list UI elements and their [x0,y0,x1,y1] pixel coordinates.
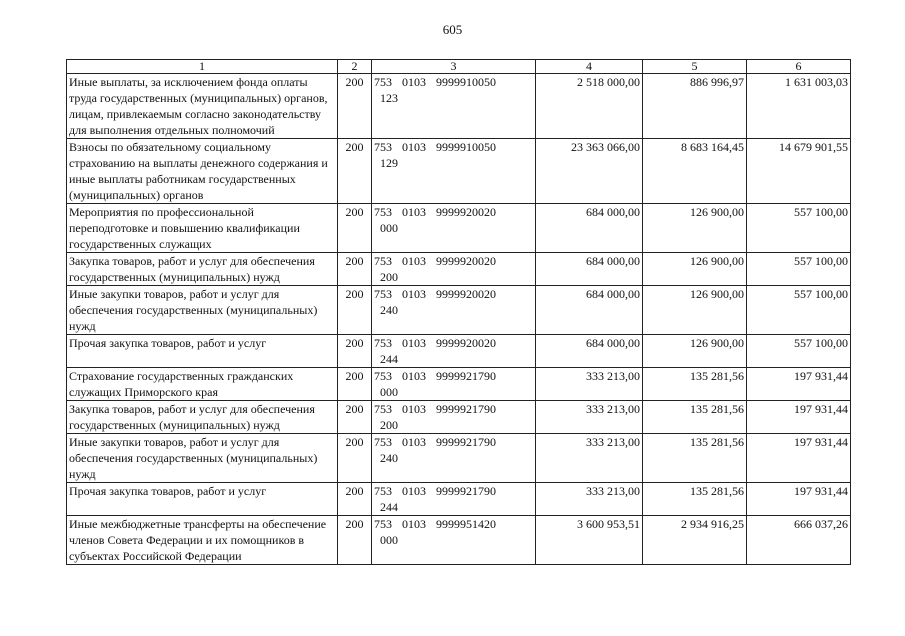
code-target: 9999920020 [436,287,496,301]
code-admin: 753 [374,517,392,531]
code-target: 9999920020 [436,254,496,268]
table-row [67,286,851,335]
table-row [67,401,851,434]
code-admin: 753 [374,140,392,154]
row-col-2: 200 [338,139,372,204]
table-row [67,204,851,253]
row-name: Прочая закупка товаров, работ и услуг [67,335,338,368]
row-col-6: 1 631 003,03 [747,74,851,139]
code-target: 9999920020 [436,205,496,219]
row-col-5: 135 281,56 [643,434,747,483]
row-code [372,286,536,335]
header-col-3: 3 [372,60,536,74]
table-row [67,483,851,516]
code-target: 9999921790 [436,402,496,416]
code-expense-type: 200 [380,418,398,432]
row-code [372,335,536,368]
table-row [67,434,851,483]
row-name: Страхование государственных гражданских служащих Приморского края [67,368,338,401]
row-col-4: 684 000,00 [536,204,643,253]
row-col-2: 200 [338,335,372,368]
row-col-5: 8 683 164,45 [643,139,747,204]
code-expense-type: 123 [380,91,398,105]
row-col-4: 684 000,00 [536,335,643,368]
row-name: Взносы по обязательному социальному страхованию на выплаты денежного содержания и иные выплаты работникам государственных (муниципальных) органов [67,139,338,204]
row-name: Закупка товаров, работ и услуг для обеспечения государственных (муниципальных) нужд [67,253,338,286]
code-target: 9999921790 [436,484,496,498]
code-admin: 753 [374,287,392,301]
code-admin: 753 [374,369,392,383]
table-row [67,335,851,368]
row-code [372,483,536,516]
row-col-2: 200 [338,516,372,565]
row-code [372,434,536,483]
code-expense-type: 244 [380,352,398,366]
row-col-6: 197 931,44 [747,434,851,483]
code-section: 0103 [402,75,426,89]
header-col-5: 5 [643,60,747,74]
page-number: 605 [442,22,463,37]
header-col-4: 4 [536,60,643,74]
code-expense-type: 200 [380,270,398,284]
code-expense-type: 000 [380,533,398,547]
row-code [372,516,536,565]
code-target: 9999920020 [436,336,496,350]
code-admin: 753 [374,205,392,219]
row-col-2: 200 [338,401,372,434]
row-code [372,74,536,139]
row-col-4: 333 213,00 [536,401,643,434]
code-section: 0103 [402,336,426,350]
code-expense-type: 240 [380,451,398,465]
row-col-5: 135 281,56 [643,401,747,434]
row-col-4: 684 000,00 [536,253,643,286]
header-row [67,60,851,74]
row-name: Иные выплаты, за исключением фонда оплаты труда государственных (муниципальных) органов, лицам, привлекаемым согласно законодательству для выполнения отдельных полномочий [67,74,338,139]
row-col-4: 23 363 066,00 [536,139,643,204]
row-col-5: 135 281,56 [643,368,747,401]
row-col-6: 557 100,00 [747,253,851,286]
row-name: Иные закупки товаров, работ и услуг для обеспечения государственных (муниципальных) нужд [67,434,338,483]
header-col-2: 2 [338,60,372,74]
table-row [67,139,851,204]
code-expense-type: 000 [380,221,398,235]
row-col-4: 333 213,00 [536,368,643,401]
code-expense-type: 244 [380,500,398,514]
code-admin: 753 [374,435,392,449]
row-col-5: 135 281,56 [643,483,747,516]
row-col-6: 197 931,44 [747,401,851,434]
row-code [372,139,536,204]
row-col-6: 14 679 901,55 [747,139,851,204]
header-col-6: 6 [747,60,851,74]
row-name: Прочая закупка товаров, работ и услуг [67,483,338,516]
row-col-5: 126 900,00 [643,286,747,335]
table-row [67,253,851,286]
code-admin: 753 [374,254,392,268]
code-section: 0103 [402,140,426,154]
code-section: 0103 [402,369,426,383]
row-col-2: 200 [338,483,372,516]
code-section: 0103 [402,402,426,416]
code-admin: 753 [374,402,392,416]
code-admin: 753 [374,75,392,89]
table-row [67,368,851,401]
code-section: 0103 [402,435,426,449]
row-col-6: 557 100,00 [747,204,851,253]
row-col-5: 126 900,00 [643,335,747,368]
row-col-2: 200 [338,74,372,139]
row-col-5: 2 934 916,25 [643,516,747,565]
budget-table [66,59,851,565]
row-col-6: 197 931,44 [747,368,851,401]
row-name: Иные закупки товаров, работ и услуг для обеспечения государственных (муниципальных) нужд [67,286,338,335]
header-col-1: 1 [67,60,338,74]
row-name: Мероприятия по профессиональной переподготовке и повышению квалификации государственных служащих [67,204,338,253]
code-target: 9999921790 [436,435,496,449]
row-code [372,253,536,286]
row-col-6: 197 931,44 [747,483,851,516]
row-name: Иные межбюджетные трансферты на обеспечение членов Совета Федерации и их помощников в субъектах Российской Федерации [67,516,338,565]
row-code [372,401,536,434]
row-code [372,368,536,401]
row-col-4: 333 213,00 [536,483,643,516]
code-admin: 753 [374,336,392,350]
code-section: 0103 [402,517,426,531]
code-target: 9999951420 [436,517,496,531]
code-section: 0103 [402,205,426,219]
code-target: 9999910050 [436,75,496,89]
row-col-4: 684 000,00 [536,286,643,335]
row-col-2: 200 [338,368,372,401]
row-name: Закупка товаров, работ и услуг для обеспечения государственных (муниципальных) нужд [67,401,338,434]
row-col-2: 200 [338,286,372,335]
table-row [67,74,851,139]
code-expense-type: 240 [380,303,398,317]
row-col-5: 886 996,97 [643,74,747,139]
table-row [67,516,851,565]
row-col-4: 3 600 953,51 [536,516,643,565]
row-col-2: 200 [338,434,372,483]
row-col-2: 200 [338,253,372,286]
row-col-4: 2 518 000,00 [536,74,643,139]
code-expense-type: 000 [380,385,398,399]
row-code [372,204,536,253]
row-col-4: 333 213,00 [536,434,643,483]
row-col-5: 126 900,00 [643,204,747,253]
row-col-2: 200 [338,204,372,253]
budget-table-body [67,60,851,565]
row-col-6: 557 100,00 [747,286,851,335]
code-target: 9999921790 [436,369,496,383]
code-section: 0103 [402,254,426,268]
code-target: 9999910050 [436,140,496,154]
code-section: 0103 [402,287,426,301]
row-col-6: 666 037,26 [747,516,851,565]
row-col-6: 557 100,00 [747,335,851,368]
code-admin: 753 [374,484,392,498]
row-col-5: 126 900,00 [643,253,747,286]
code-expense-type: 129 [380,156,398,170]
code-section: 0103 [402,484,426,498]
